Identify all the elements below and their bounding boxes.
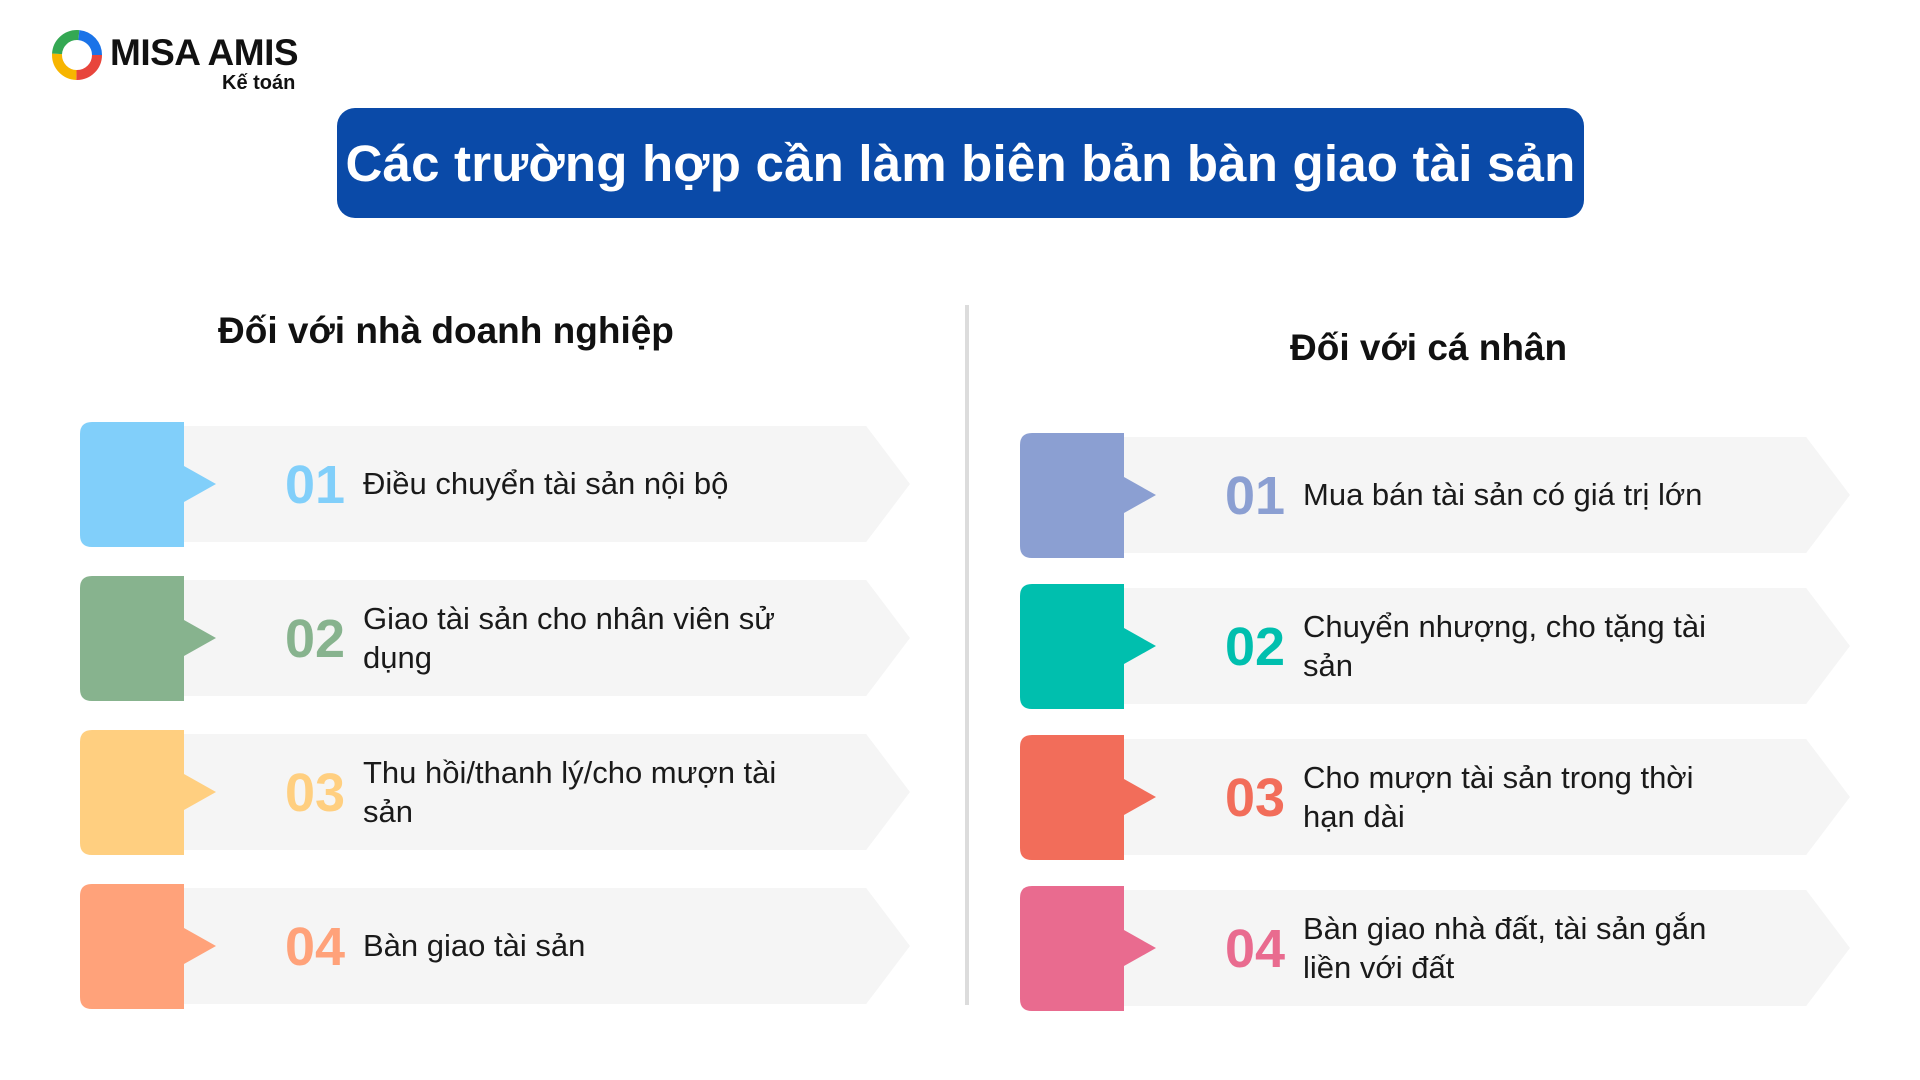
card-label: Thu hồi/thanh lý/cho mượn tài sản — [363, 754, 777, 829]
card-number: 02 — [284, 608, 346, 669]
page-title: Các trường hợp cần làm biên bản bàn giao tài sản — [345, 134, 1576, 192]
card-number: 03 — [1224, 767, 1286, 828]
card-number: 02 — [1224, 616, 1286, 677]
left-card-1 — [80, 422, 915, 547]
left-card-2 — [80, 576, 915, 701]
card-tab-shape — [80, 576, 216, 701]
right-card-2 — [1020, 584, 1855, 709]
card-tab-shape — [1020, 433, 1156, 558]
card-number: 03 — [284, 762, 346, 823]
right-heading: Đối với cá nhân — [1290, 327, 1568, 368]
left-card-3 — [80, 730, 915, 855]
card-tab-shape — [80, 422, 216, 547]
right-card-3 — [1020, 735, 1855, 860]
card-label: Cho mượn tài sản trong thời hạn dài — [1303, 759, 1694, 834]
left-heading: Đối với nhà doanh nghiệp — [218, 310, 674, 351]
card-label: Mua bán tài sản có giá trị lớn — [1303, 477, 1703, 513]
card-label: Giao tài sản cho nhân viên sử dụng — [363, 600, 775, 675]
card-label: Chuyển nhượng, cho tặng tài sản — [1303, 608, 1707, 683]
right-card-1 — [1020, 433, 1855, 558]
card-tab-shape — [1020, 584, 1156, 709]
left-card-4 — [80, 884, 915, 1009]
brand-subtitle: Kế toán — [222, 72, 296, 94]
card-tab-shape — [80, 730, 216, 855]
card-label: Bàn giao nhà đất, tài sản gắn liền với đất — [1303, 910, 1707, 985]
card-number: 04 — [1224, 918, 1286, 979]
card-number: 01 — [1224, 465, 1286, 526]
card-label: Điều chuyển tài sản nội bộ — [363, 466, 729, 502]
card-tab-shape — [80, 884, 216, 1009]
right-card-4 — [1020, 886, 1855, 1011]
brand-name: MISA AMIS — [110, 32, 299, 73]
card-tab-shape — [1020, 886, 1156, 1011]
card-tab-shape — [1020, 735, 1156, 860]
misa-logo-icon — [50, 28, 104, 82]
title-banner — [337, 108, 1584, 218]
card-label: Bàn giao tài sản — [363, 928, 586, 964]
card-number: 01 — [284, 454, 346, 515]
column-divider — [965, 305, 969, 1005]
brand-logo — [50, 26, 310, 98]
card-number: 04 — [284, 916, 346, 977]
